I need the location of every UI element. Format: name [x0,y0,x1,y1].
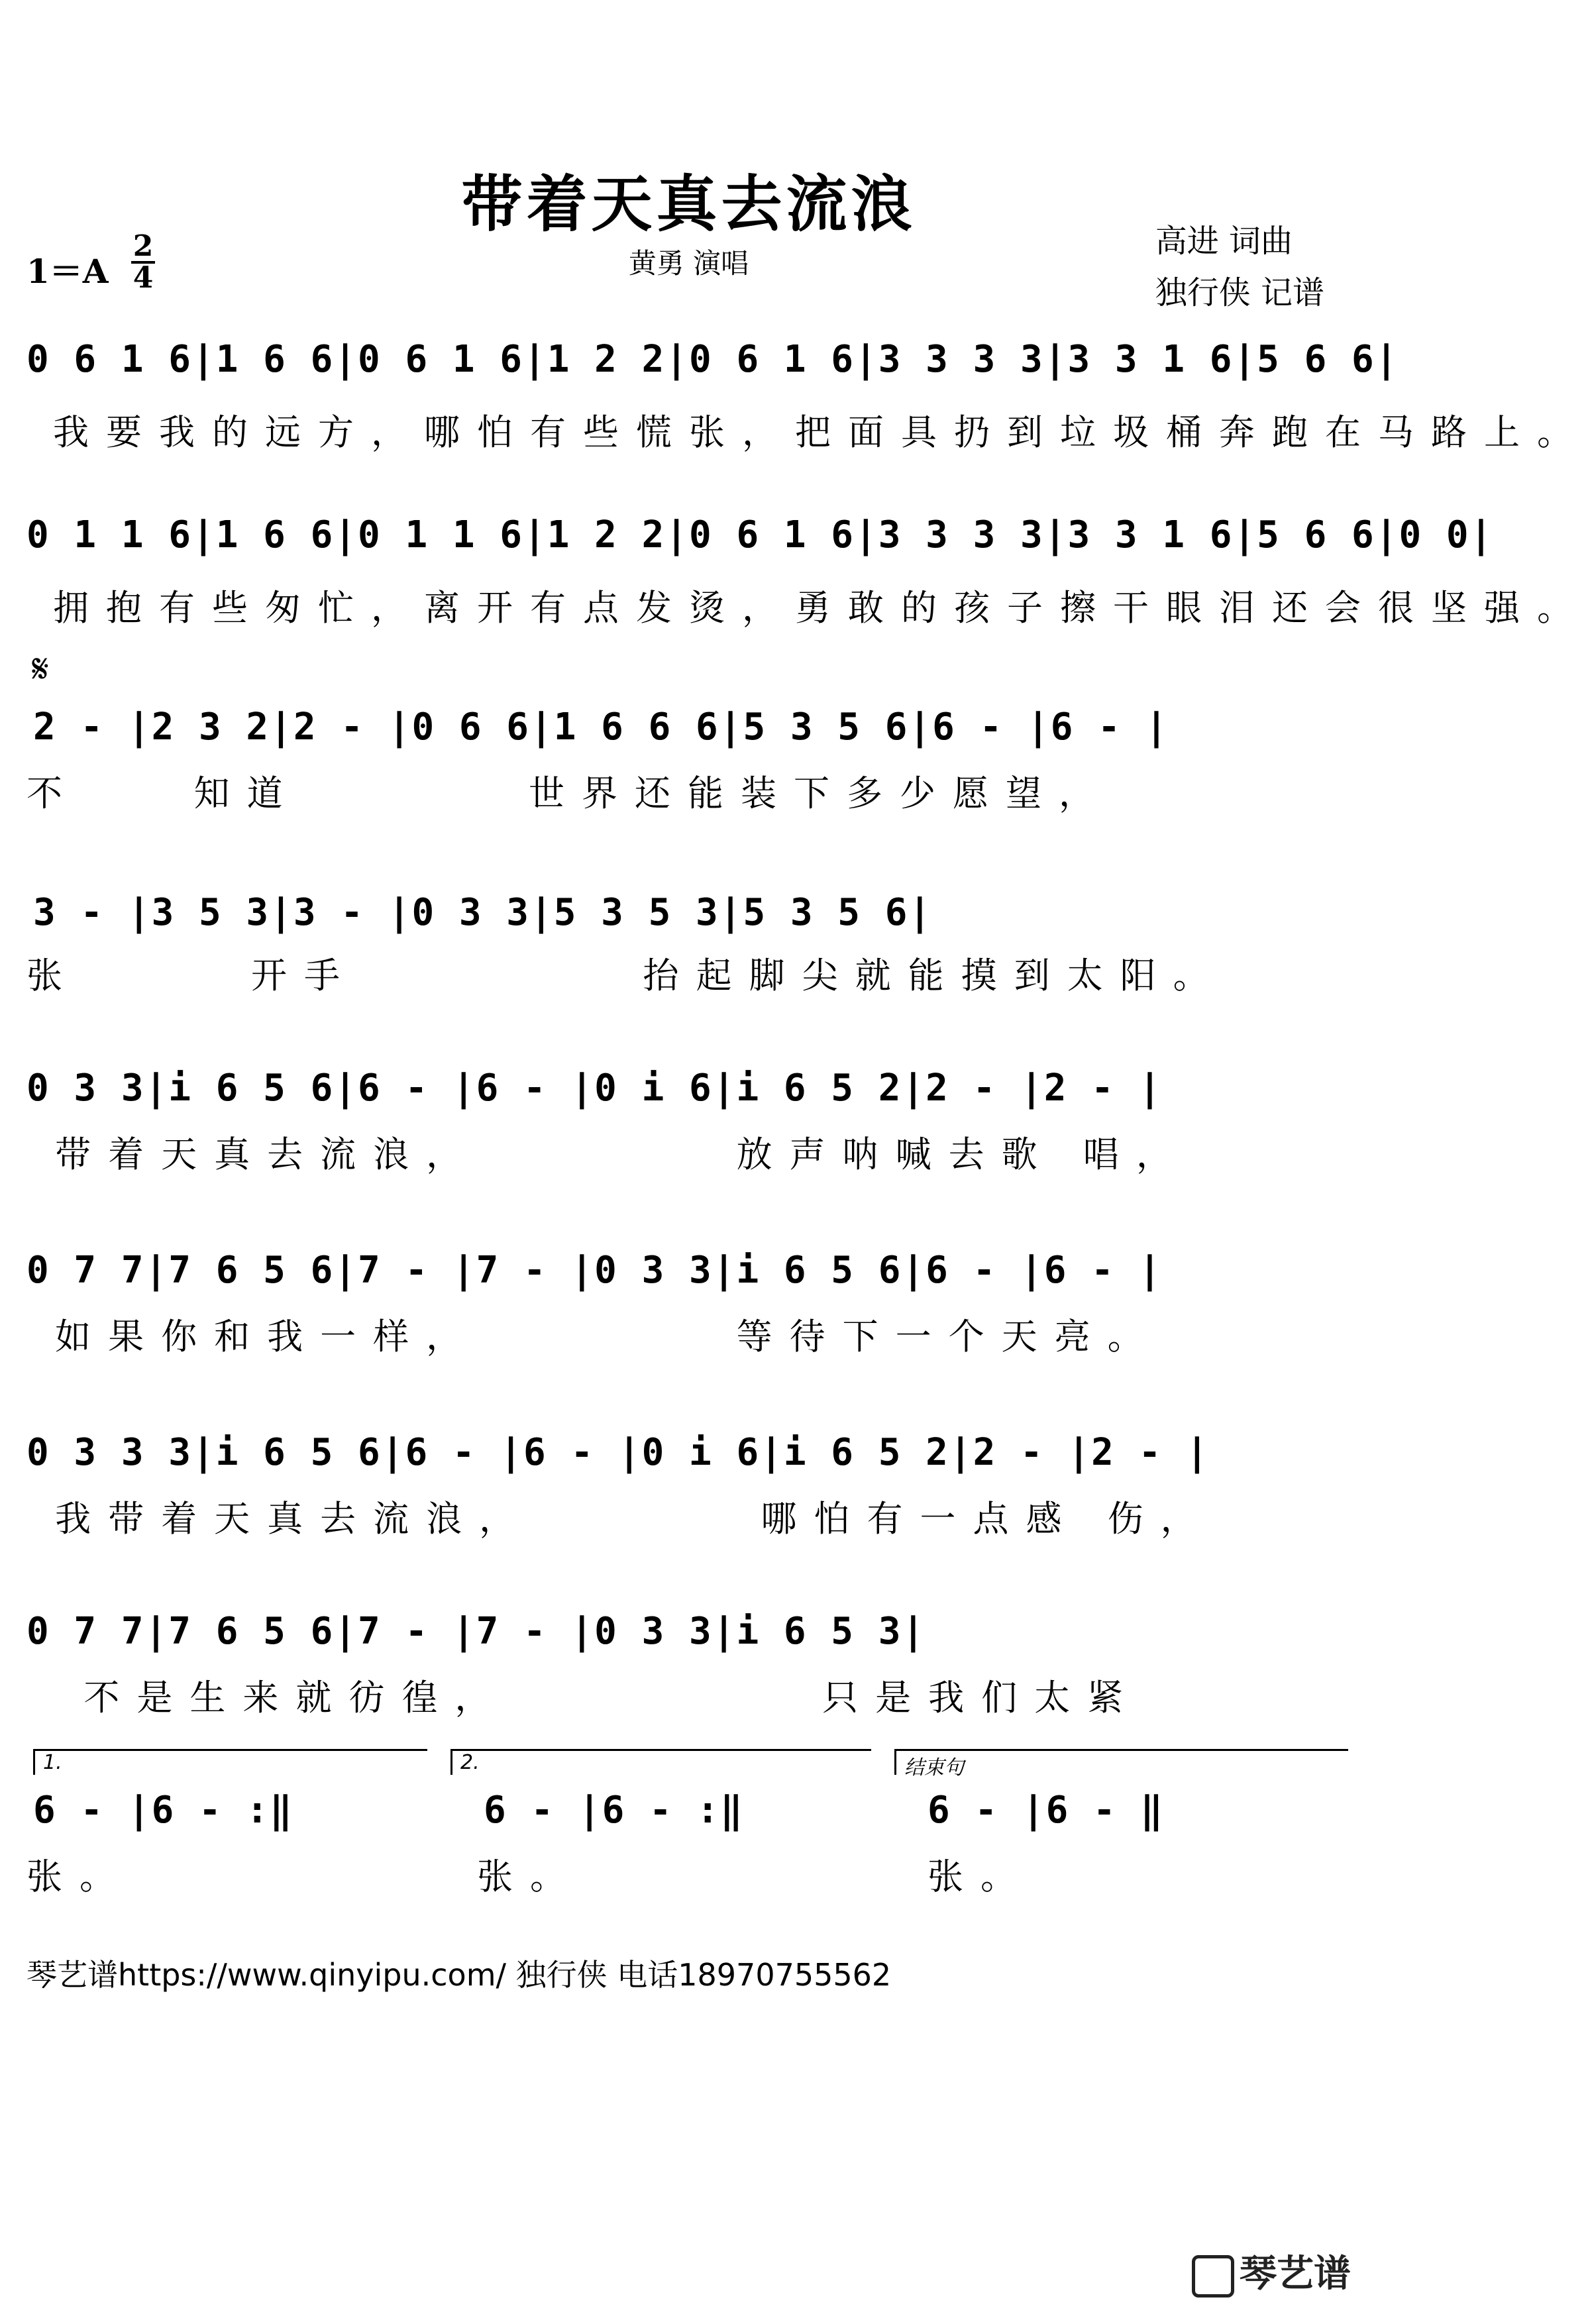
system-3-notes: 2 - |2 3 2|2 - |0 6 6|1 6 6 6|5 3 5 6|6 - |6 - | [33,706,1169,749]
system-2-notes: 0 1 1 6|1 6 6|0 1 1 6|1 2 2|0 6 1 6|3 3 3 3|3 3 1 6|5 6 6|0 0| [26,513,1494,556]
site-logo [1192,2245,1351,2298]
ending-1-notes: 6 - |6 - :‖ [33,1789,293,1832]
final-ending-lyric: 张。 [928,1856,1034,1897]
system-6-notes: 0 7 7|7 6 5 6|7 - |7 - |0 3 3|i 6 5 6|6 - |6 - | [26,1249,1163,1292]
system-1-notes: 0 6 1 6|1 6 6|0 6 1 6|1 2 2|0 6 1 6|3 3 3 3|3 3 1 6|5 6 6| [26,338,1399,381]
time-signature [130,229,156,295]
ending-2-label: 2. [460,1751,480,1774]
footer-source: 琴艺谱https://www.qinyipu.com/ 独行侠 电话18970755562 [26,1957,892,1993]
ending-2-bracket [450,1749,871,1775]
final-ending-label: 结束句 [904,1756,964,1779]
system-8-lyrics: 不是生来就彷徨， 只是我们太紧 [26,1677,1141,1718]
transcriber-credit: 独行侠 记谱 [1155,274,1324,311]
system-6-lyrics: 如果你和我一样， 等待下一个天亮。 [26,1316,1161,1357]
key-signature: 1＝A [26,252,109,291]
ending-1-lyric: 张。 [26,1856,132,1897]
system-5-lyrics: 带着天真去流浪， 放声呐喊去歌 唱， [26,1134,1189,1175]
logo-icon [1192,2255,1234,2298]
logo-text: 琴艺谱 [1240,2252,1351,2296]
system-7-notes: 0 3 3 3|i 6 5 6|6 - |6 - |0 i 6|i 6 5 2|2 - |2 - | [26,1431,1210,1474]
composer-credit: 高进 词曲 [1155,223,1293,260]
time-signature-top: 2 [132,229,154,263]
ending-2-notes: 6 - |6 - :‖ [484,1789,744,1832]
system-5-notes: 0 3 3|i 6 5 6|6 - |6 - |0 i 6|i 6 5 2|2 - |2 - | [26,1067,1163,1110]
ending-1-label: 1. [43,1751,62,1774]
segno-mark: 𝄋 [32,646,49,692]
time-signature-bottom: 4 [132,261,154,295]
system-3-lyrics: 不 知道 世界还能装下多少愿望， [26,772,1112,814]
singer-credit: 黄勇 演唱 [628,247,749,280]
ending-1-bracket [33,1749,427,1775]
system-4-notes: 3 - |3 5 3|3 - |0 3 3|5 3 5 3|5 3 5 6| [33,891,933,934]
system-8-notes: 0 7 7|7 6 5 6|7 - |7 - |0 3 3|i 6 5 3| [26,1610,926,1653]
song-title: 带着天真去流浪 [461,168,916,240]
system-1-lyrics: 我要我的远方，哪怕有些慌张，把面具扔到垃圾桶奔跑在马路上。 [53,411,1590,453]
system-4-lyrics: 张 开手 抬起脚尖就能摸到太阳。 [26,955,1226,996]
system-7-lyrics: 我带着天真去流浪， 哪怕有一点感 伤， [26,1498,1214,1540]
author-credits [1155,215,1324,319]
ending-2-lyric: 张。 [477,1856,583,1897]
final-ending-notes: 6 - |6 - ‖ [928,1789,1165,1832]
system-2-lyrics: 拥抱有些匆忙，离开有点发烫，勇敢的孩子擦干眼泪还会很坚强。 [53,587,1590,629]
final-ending-bracket [894,1749,1348,1779]
